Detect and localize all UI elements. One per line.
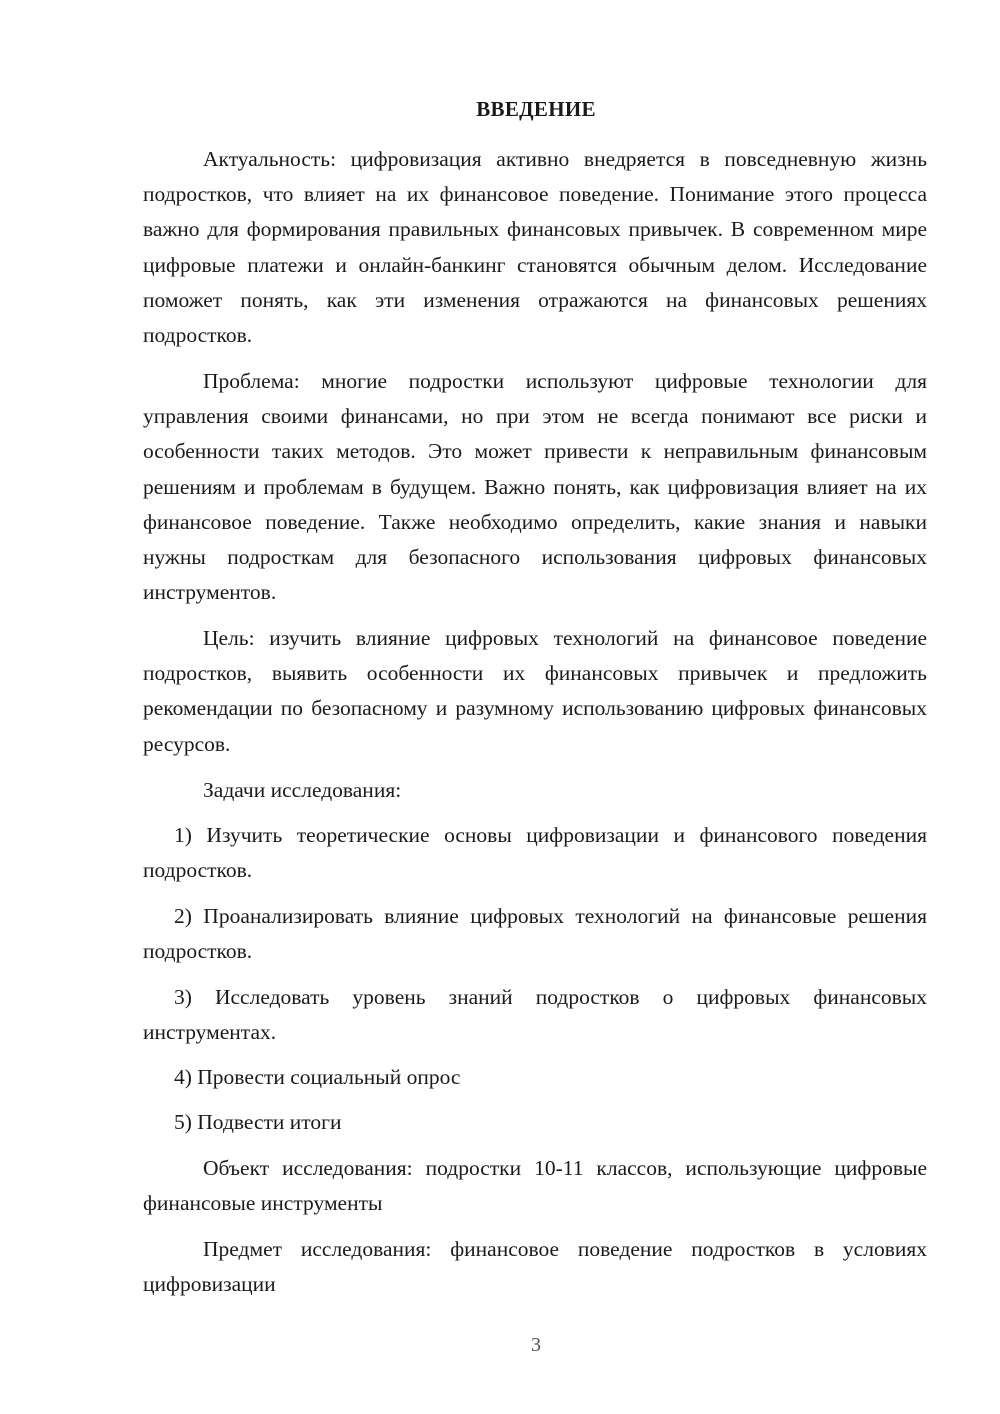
- paragraph-problem: Проблема: многие подростки используют цифровые технологии для управления своими финансами, но при этом не всегда понимают все риски и особенности таких методов. Это может привести к неправильным финансовым решениям и проблемам в будущем. Важно понять, как цифровизация влияет на их финансовое поведение. Также необходимо определить, какие знания и навыки нужны подросткам для безопасного использования цифровых финансовых инструментов.: [143, 369, 927, 605]
- task-item-2: 2) Проанализировать влияние цифровых технологий на финансовые решения подростков.: [143, 904, 927, 964]
- page-number: 3: [531, 1334, 541, 1356]
- tasks-heading: Задачи исследования:: [203, 778, 402, 802]
- page-title: ВВЕДЕНИЕ: [476, 97, 596, 121]
- paragraph-subject: Предмет исследования: финансовое поведение подростков в условиях цифровизации: [143, 1237, 927, 1297]
- task-item-1: 1) Изучить теоретические основы цифровизации и финансового поведения подростков.: [143, 823, 927, 883]
- task-item-3: 3) Исследовать уровень знаний подростков о цифровых финансовых инструментах.: [143, 985, 927, 1045]
- task-item-5: 5) Подвести итоги: [174, 1110, 342, 1134]
- paragraph-object: Объект исследования: подростки 10-11 классов, использующие цифровые финансовые инструменты: [143, 1156, 927, 1216]
- paragraph-goal: Цель: изучить влияние цифровых технологий на финансовое поведение подростков, выявить особенности их финансовых привычек и предложить рекомендации по безопасному и разумному использованию цифровых финансовых ресурсов.: [143, 626, 927, 756]
- task-item-4: 4) Провести социальный опрос: [174, 1065, 461, 1089]
- paragraph-relevance: Актуальность: цифровизация активно внедряется в повседневную жизнь подростков, что влияет на их финансовое поведение. Понимание этого процесса важно для формирования правильных финансовых привычек. В современном мире цифровые платежи и онлайн-банкинг становятся обычным делом. Исследование поможет понять, как эти изменения отражаются на финансовых решениях подростков.: [143, 147, 927, 348]
